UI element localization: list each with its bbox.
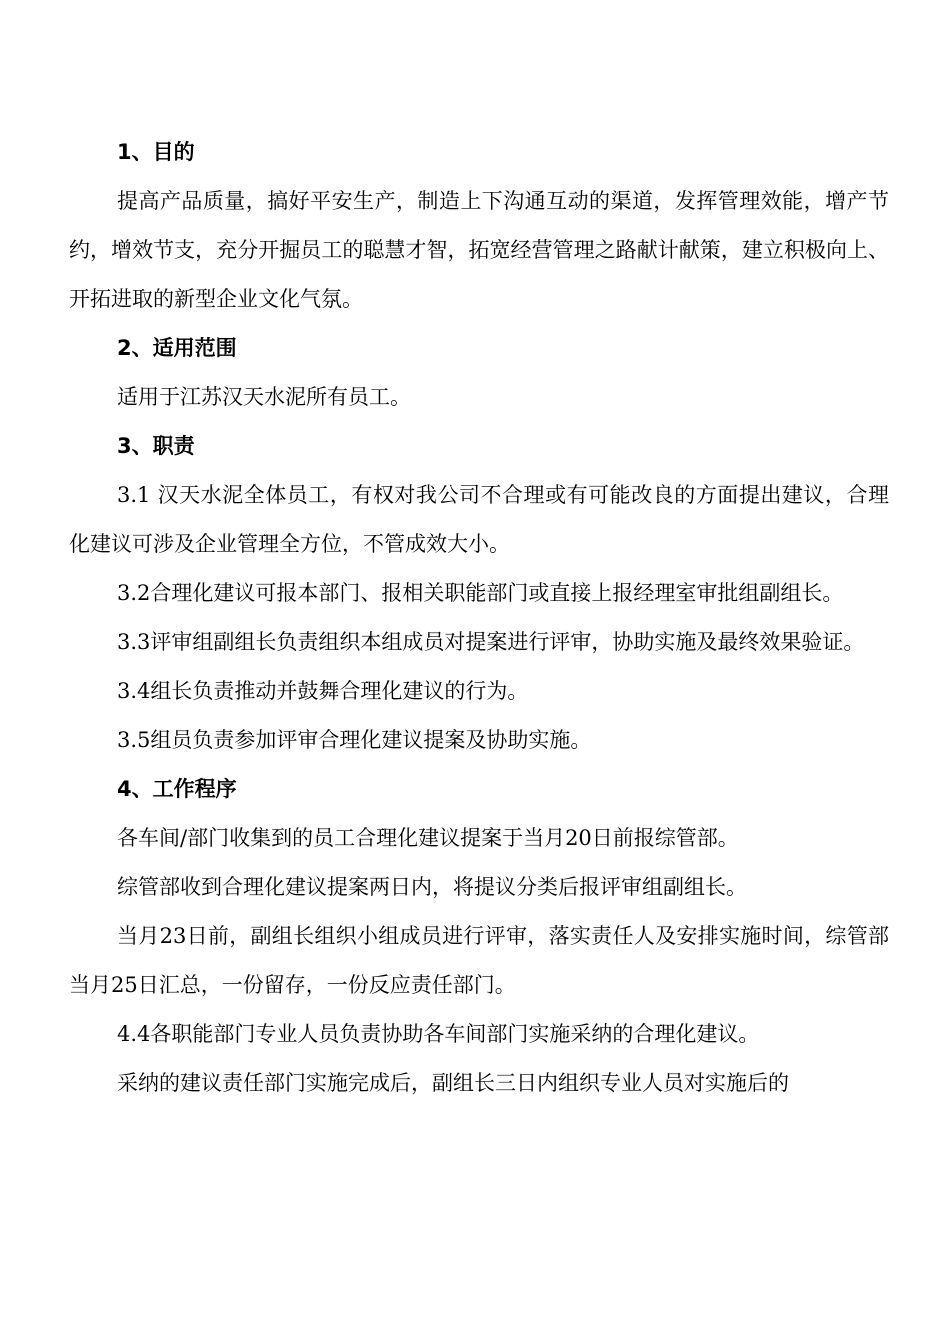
paragraph-procedure-3: 当月23日前，副组长组织小组成员进行评审，落实责任人及安排实施时间，综管部当月25日汇总，一份留存，一份反应责任部门。 — [69, 924, 889, 997]
paragraph-procedure-4: 4.4各职能部门专业人员负责协助各车间部门实施采纳的合理化建议。 — [117, 1022, 760, 1046]
section-heading-procedure: 4、工作程序 — [117, 777, 237, 801]
section-heading-responsibilities: 3、职责 — [117, 434, 195, 458]
section-heading-scope: 2、适用范围 — [117, 336, 237, 360]
section-heading-purpose: 1、目的 — [117, 140, 195, 164]
paragraph-procedure-2: 综管部收到合理化建议提案两日内，将提议分类后报评审组副组长。 — [117, 875, 747, 899]
paragraph-scope: 适用于江苏汉天水泥所有员工。 — [117, 385, 411, 409]
paragraph-responsibility-3-2: 3.2合理化建议可报本部门、报相关职能部门或直接上报经理室审批组副组长。 — [117, 581, 844, 605]
document-body — [69, 128, 889, 1108]
paragraph-responsibility-3-1: 3.1 汉天水泥全体员工，有权对我公司不合理或有可能改良的方面提出建议，合理化建议可涉及企业管理全方位，不管成效大小。 — [69, 483, 889, 556]
paragraph-responsibility-3-5: 3.5组员负责参加评审合理化建议提案及协助实施。 — [117, 728, 592, 752]
paragraph-responsibility-3-4: 3.4组长负责推动并鼓舞合理化建议的行为。 — [117, 679, 529, 703]
paragraph-procedure-1: 各车间/部门收集到的员工合理化建议提案于当月20日前报综管部。 — [117, 826, 739, 850]
paragraph-responsibility-3-3: 3.3评审组副组长负责组织本组成员对提案进行评审，协助实施及最终效果验证。 — [117, 630, 865, 654]
paragraph-procedure-5: 采纳的建议责任部门实施完成后，副组长三日内组织专业人员对实施后的 — [117, 1071, 789, 1095]
paragraph-purpose: 提高产品质量，搞好平安生产，制造上下沟通互动的渠道，发挥管理效能，增产节约，增效节支，充分开掘员工的聪慧才智，拓宽经营管理之路献计献策，建立积极向上、开拓进取的新型企业文化气氛。 — [69, 189, 889, 311]
